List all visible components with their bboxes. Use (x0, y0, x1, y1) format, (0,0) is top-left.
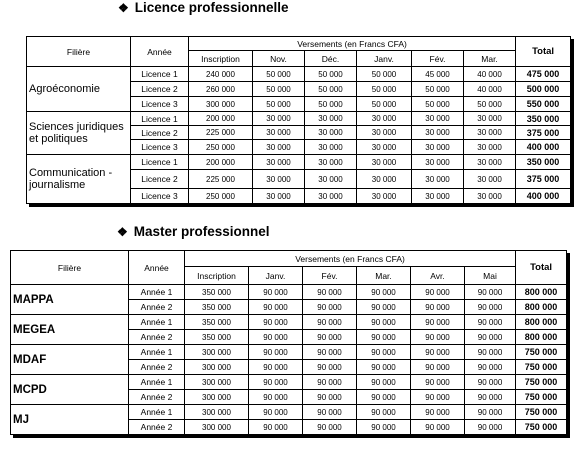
amount-cell: 350 000 (185, 300, 249, 315)
amount-cell: 30 000 (412, 126, 464, 140)
amount-cell: 30 000 (253, 189, 305, 204)
amount-cell: 90 000 (249, 345, 303, 360)
amount-cell: 90 000 (357, 315, 411, 330)
amount-cell: 30 000 (464, 155, 516, 170)
amount-cell: 30 000 (357, 155, 412, 170)
amount-cell: 40 000 (464, 67, 516, 82)
amount-cell: 300 000 (185, 420, 249, 435)
amount-cell: 30 000 (253, 155, 305, 170)
amount-cell: 90 000 (357, 390, 411, 405)
amount-cell: 225 000 (189, 170, 253, 189)
master-table (10, 250, 567, 435)
total-header: Total (516, 251, 567, 285)
annee-cell: Licence 2 (131, 170, 189, 189)
annee-cell: Licence 3 (131, 97, 189, 112)
month-header: Avr. (411, 267, 465, 285)
annee-cell: Licence 1 (131, 155, 189, 170)
amount-cell: 90 000 (303, 300, 357, 315)
amount-cell: 350 000 (185, 285, 249, 300)
amount-cell: 30 000 (464, 112, 516, 126)
amount-cell: 30 000 (412, 170, 464, 189)
amount-cell: 50 000 (357, 67, 412, 82)
header-row (11, 251, 567, 267)
table-row (11, 405, 567, 420)
annee-cell: Licence 3 (131, 140, 189, 155)
amount-cell: 90 000 (465, 375, 516, 390)
amount-cell: 90 000 (411, 405, 465, 420)
amount-cell: 250 000 (189, 189, 253, 204)
annee-cell: Année 1 (129, 405, 185, 420)
annee-cell: Année 1 (129, 315, 185, 330)
amount-cell: 90 000 (249, 390, 303, 405)
amount-cell: 90 000 (465, 345, 516, 360)
annee-cell: Licence 3 (131, 189, 189, 204)
amount-cell: 30 000 (305, 126, 357, 140)
amount-cell: 90 000 (357, 420, 411, 435)
annee-cell: Licence 2 (131, 82, 189, 97)
amount-cell: 250 000 (189, 140, 253, 155)
amount-cell: 90 000 (411, 420, 465, 435)
amount-cell: 225 000 (189, 126, 253, 140)
amount-cell: 90 000 (411, 375, 465, 390)
versements-header: Versements (en Francs CFA) (189, 37, 516, 51)
amount-cell: 40 000 (464, 82, 516, 97)
amount-cell: 90 000 (303, 315, 357, 330)
amount-cell: 90 000 (411, 330, 465, 345)
amount-cell: 90 000 (303, 390, 357, 405)
annee-cell: Année 2 (129, 360, 185, 375)
amount-cell: 30 000 (412, 140, 464, 155)
total-cell: 375 000 (516, 126, 571, 140)
annee-cell: Année 2 (129, 420, 185, 435)
filiere-cell: Sciences juridiques et politiques (27, 112, 131, 155)
amount-cell: 300 000 (185, 375, 249, 390)
amount-cell: 90 000 (303, 420, 357, 435)
total-cell: 750 000 (516, 390, 567, 405)
total-cell: 475 000 (516, 67, 571, 82)
amount-cell: 90 000 (465, 420, 516, 435)
total-cell: 800 000 (516, 300, 567, 315)
annee-cell: Licence 1 (131, 112, 189, 126)
filiere-cell: MJ (11, 405, 129, 435)
table-row (27, 112, 571, 126)
month-header: Déc. (305, 51, 357, 67)
amount-cell: 30 000 (412, 155, 464, 170)
amount-cell: 30 000 (357, 140, 412, 155)
amount-cell: 90 000 (303, 345, 357, 360)
amount-cell: 90 000 (357, 375, 411, 390)
amount-cell: 90 000 (465, 285, 516, 300)
total-cell: 350 000 (516, 112, 571, 126)
amount-cell: 90 000 (249, 330, 303, 345)
total-cell: 750 000 (516, 345, 567, 360)
amount-cell: 50 000 (253, 67, 305, 82)
master-heading-text: Master professionnel (133, 224, 270, 239)
amount-cell: 50 000 (412, 82, 464, 97)
amount-cell: 30 000 (253, 112, 305, 126)
amount-cell: 90 000 (411, 390, 465, 405)
amount-cell: 90 000 (357, 300, 411, 315)
filiere-cell: Agroéconomie (27, 67, 131, 112)
amount-cell: 30 000 (464, 140, 516, 155)
amount-cell: 30 000 (464, 126, 516, 140)
amount-cell: 300 000 (185, 360, 249, 375)
table-row (27, 155, 571, 170)
total-cell: 750 000 (516, 420, 567, 435)
month-header: Janv. (249, 267, 303, 285)
amount-cell: 90 000 (249, 300, 303, 315)
amount-cell: 200 000 (189, 112, 253, 126)
amount-cell: 90 000 (357, 285, 411, 300)
annee-cell: Licence 1 (131, 67, 189, 82)
amount-cell: 90 000 (411, 345, 465, 360)
versements-header: Versements (en Francs CFA) (185, 251, 516, 267)
amount-cell: 50 000 (305, 82, 357, 97)
amount-cell: 300 000 (185, 405, 249, 420)
amount-cell: 90 000 (249, 405, 303, 420)
amount-cell: 30 000 (464, 170, 516, 189)
amount-cell: 50 000 (357, 82, 412, 97)
amount-cell: 30 000 (464, 189, 516, 204)
month-header: Mar. (464, 51, 516, 67)
annee-cell: Année 1 (129, 345, 185, 360)
amount-cell: 90 000 (357, 330, 411, 345)
licence-table (26, 36, 571, 204)
amount-cell: 50 000 (357, 97, 412, 112)
filiere-cell: MDAF (11, 345, 129, 375)
amount-cell: 50 000 (412, 97, 464, 112)
amount-cell: 350 000 (185, 330, 249, 345)
filiere-cell: MCPD (11, 375, 129, 405)
annee-header: Année (129, 251, 185, 285)
total-cell: 750 000 (516, 405, 567, 420)
filiere-header: Filière (27, 37, 131, 67)
amount-cell: 90 000 (465, 360, 516, 375)
amount-cell: 30 000 (305, 112, 357, 126)
amount-cell: 300 000 (185, 390, 249, 405)
amount-cell: 90 000 (357, 405, 411, 420)
total-cell: 500 000 (516, 82, 571, 97)
annee-cell: Année 1 (129, 285, 185, 300)
amount-cell: 90 000 (411, 285, 465, 300)
annee-header: Année (131, 37, 189, 67)
annee-cell: Année 2 (129, 390, 185, 405)
month-header: Fév. (412, 51, 464, 67)
total-cell: 350 000 (516, 155, 571, 170)
total-cell: 400 000 (516, 140, 571, 155)
amount-cell: 260 000 (189, 82, 253, 97)
amount-cell: 90 000 (411, 300, 465, 315)
master-heading (117, 224, 270, 239)
table-row (11, 285, 567, 300)
filiere-cell: MAPPA (11, 285, 129, 315)
month-header: Janv. (357, 51, 412, 67)
amount-cell: 50 000 (464, 97, 516, 112)
amount-cell: 90 000 (249, 315, 303, 330)
amount-cell: 90 000 (465, 300, 516, 315)
month-header: Nov. (253, 51, 305, 67)
amount-cell: 90 000 (249, 375, 303, 390)
amount-cell: 30 000 (357, 189, 412, 204)
amount-cell: 90 000 (303, 360, 357, 375)
amount-cell: 240 000 (189, 67, 253, 82)
amount-cell: 90 000 (357, 360, 411, 375)
annee-cell: Année 1 (129, 375, 185, 390)
total-cell: 750 000 (516, 360, 567, 375)
filiere-cell: Communication -journalisme (27, 155, 131, 204)
amount-cell: 30 000 (412, 112, 464, 126)
diamond-bullet-icon: ❖ (117, 225, 128, 239)
total-header: Total (516, 37, 571, 67)
amount-cell: 30 000 (305, 189, 357, 204)
amount-cell: 300 000 (185, 345, 249, 360)
amount-cell: 50 000 (305, 67, 357, 82)
annee-cell: Licence 2 (131, 126, 189, 140)
amount-cell: 90 000 (465, 405, 516, 420)
month-header: Fév. (303, 267, 357, 285)
amount-cell: 90 000 (465, 390, 516, 405)
amount-cell: 90 000 (303, 330, 357, 345)
filiere-header: Filière (11, 251, 129, 285)
amount-cell: 50 000 (305, 97, 357, 112)
amount-cell: 350 000 (185, 315, 249, 330)
amount-cell: 30 000 (253, 126, 305, 140)
month-header: Inscription (189, 51, 253, 67)
amount-cell: 90 000 (249, 360, 303, 375)
total-cell: 375 000 (516, 170, 571, 189)
header-row (27, 37, 571, 51)
total-cell: 800 000 (516, 285, 567, 300)
total-cell: 800 000 (516, 315, 567, 330)
amount-cell: 30 000 (412, 189, 464, 204)
amount-cell: 90 000 (411, 360, 465, 375)
filiere-cell: MEGEA (11, 315, 129, 345)
amount-cell: 90 000 (303, 405, 357, 420)
total-cell: 400 000 (516, 189, 571, 204)
licence-heading-text: Licence professionnelle (134, 0, 289, 15)
amount-cell: 90 000 (249, 285, 303, 300)
amount-cell: 30 000 (357, 126, 412, 140)
amount-cell: 30 000 (253, 170, 305, 189)
amount-cell: 90 000 (411, 315, 465, 330)
table-row (11, 345, 567, 360)
diamond-bullet-icon: ❖ (118, 1, 129, 15)
amount-cell: 90 000 (357, 345, 411, 360)
licence-heading (118, 0, 289, 15)
amount-cell: 300 000 (189, 97, 253, 112)
total-cell: 550 000 (516, 97, 571, 112)
amount-cell: 30 000 (253, 140, 305, 155)
amount-cell: 30 000 (357, 112, 412, 126)
annee-cell: Année 2 (129, 300, 185, 315)
amount-cell: 50 000 (253, 97, 305, 112)
total-cell: 800 000 (516, 330, 567, 345)
total-cell: 750 000 (516, 375, 567, 390)
amount-cell: 30 000 (305, 140, 357, 155)
amount-cell: 90 000 (465, 315, 516, 330)
amount-cell: 30 000 (305, 155, 357, 170)
month-header: Mai (465, 267, 516, 285)
amount-cell: 90 000 (249, 420, 303, 435)
amount-cell: 30 000 (305, 170, 357, 189)
amount-cell: 90 000 (303, 285, 357, 300)
annee-cell: Année 2 (129, 330, 185, 345)
amount-cell: 30 000 (357, 170, 412, 189)
month-header: Mar. (357, 267, 411, 285)
amount-cell: 200 000 (189, 155, 253, 170)
table-row (11, 375, 567, 390)
table-row (27, 67, 571, 82)
month-header: Inscription (185, 267, 249, 285)
amount-cell: 90 000 (465, 330, 516, 345)
amount-cell: 45 000 (412, 67, 464, 82)
amount-cell: 50 000 (253, 82, 305, 97)
amount-cell: 90 000 (303, 375, 357, 390)
table-row (11, 315, 567, 330)
